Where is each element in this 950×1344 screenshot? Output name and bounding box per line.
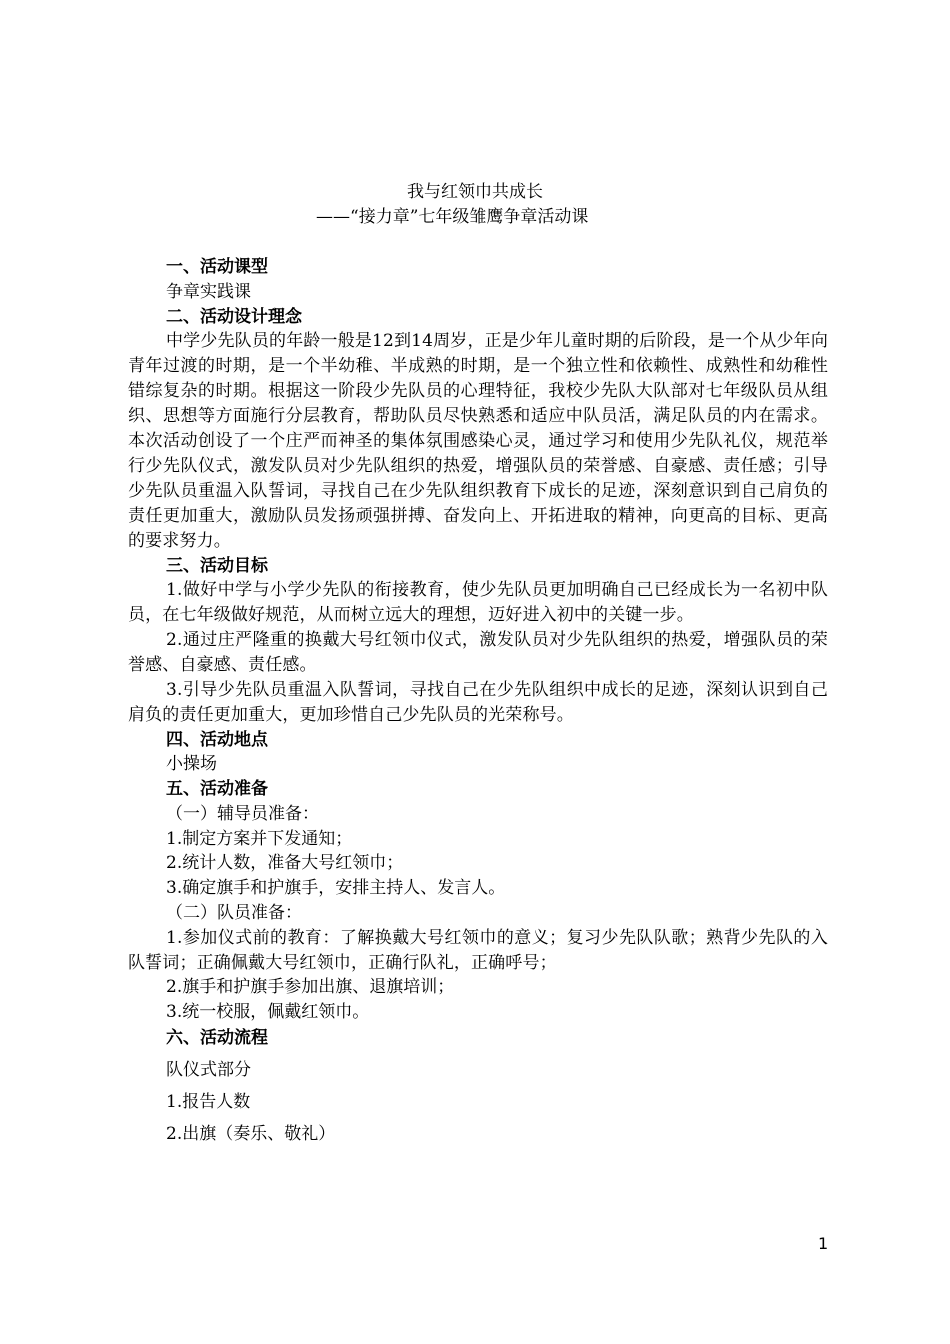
prep-subheading-2: （二）队员准备：	[166, 903, 302, 923]
prep-item: 3.统一校服，佩戴红领巾。	[166, 1002, 370, 1022]
doc-subtitle: ——“接力章”七年级雏鹰争章活动课	[316, 207, 589, 227]
prep-subheading-1: （一）辅导员准备：	[166, 804, 319, 824]
prep-item: 2.旗手和护旗手参加出旗、退旗培训；	[166, 977, 455, 997]
flow-subheading: 队仪式部分	[166, 1060, 251, 1080]
section-heading-4: 四、活动地点	[166, 730, 268, 750]
goal-item-1: 1.做好中学与小学少先队的衔接教育，使少先队员更加明确自己已经成长为一名初中队员，在七年级做好规范，从而树立远大的理想，迈好进入初中的关键一步。	[128, 580, 828, 625]
section-text-4: 小操场	[166, 754, 217, 774]
prep-item: 3.确定旗手和护旗手，安排主持人、发言人。	[166, 878, 506, 898]
prep-item: 1.制定方案并下发通知；	[166, 829, 353, 849]
section-heading-3: 三、活动目标	[166, 556, 268, 576]
flow-item: 1.报告人数	[166, 1092, 251, 1112]
doc-title: 我与红领巾共成长	[407, 182, 543, 202]
page-number: 1	[818, 1234, 829, 1253]
section-heading-1: 一、活动课型	[166, 257, 268, 277]
flow-item: 2.出旗（奏乐、敬礼）	[166, 1124, 336, 1144]
prep-item: 2.统计人数，准备大号红领巾；	[166, 853, 404, 873]
section-para-2: 中学少先队员的年龄一般是12到14周岁，正是少年儿童时期的后阶段，是一个从少年向青年过渡的时期，是一个半幼稚、半成熟的时期，是一个独立性和依赖性、成熟性和幼稚性错综复杂的时期。根据这一阶段少先队员的心理特征，我校少先队大队部对七年级队员从组织、思想等方面施行分层教育，帮助队员尽快熟悉和适应中队员活，满足队员的内在需求。本次活动创设了一个庄严而神圣的集体氛围感染心灵，通过学习和使用少先队礼仪，规范举行少先队仪式，激发队员对少先队组织的热爱，增强队员的荣誉感、自豪感、责任感；引导少先队员重温入队誓词，寻找自己在少先队组织教育下成长的足迹，深刻意识到自己肩负的责任更加重大，激励队员发扬顽强拼搏、奋发向上、开拓进取的精神，向更高的目标、更高的要求努力。	[128, 331, 828, 551]
section-heading-2: 二、活动设计理念	[166, 307, 302, 327]
section-text-1: 争章实践课	[166, 282, 251, 302]
section-heading-6: 六、活动流程	[166, 1028, 268, 1048]
prep-item: 1.参加仪式前的教育：了解换戴大号红领巾的意义；复习少先队队歌；熟背少先队的入队誓词；正确佩戴大号红领巾，正确行队礼，正确呼号；	[128, 928, 828, 973]
goal-item-2: 2.通过庄严隆重的换戴大号红领巾仪式，激发队员对少先队组织的热爱，增强队员的荣誉感、自豪感、责任感。	[128, 630, 828, 675]
goal-item-3: 3.引导少先队员重温入队誓词，寻找自己在少先队组织中成长的足迹，深刻认识到自己肩负的责任更加重大，更加珍惜自己少先队员的光荣称号。	[128, 680, 828, 725]
section-heading-5: 五、活动准备	[166, 779, 268, 799]
